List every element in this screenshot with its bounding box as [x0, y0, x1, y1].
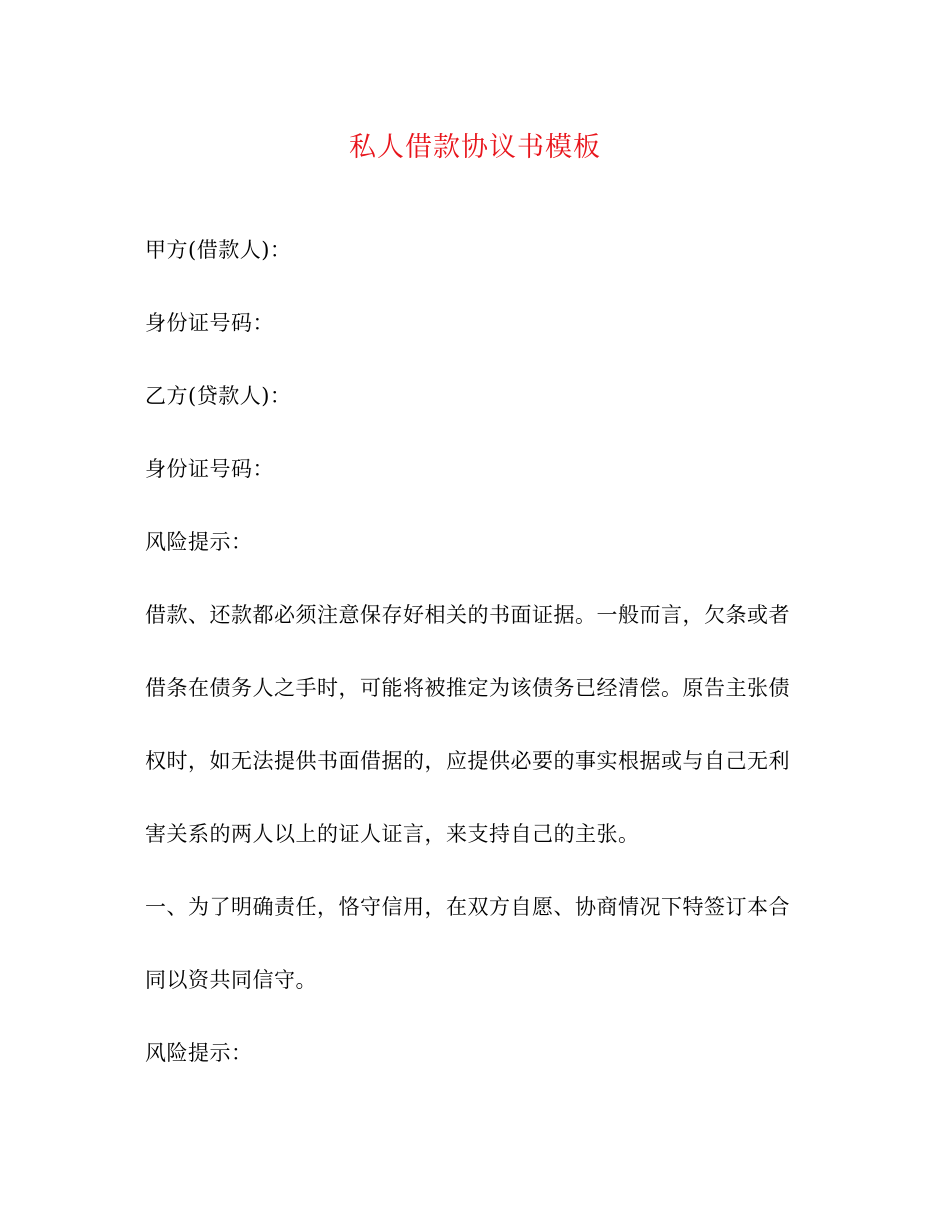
risk-notice-text: 借款、还款都必须注意保存好相关的书面证据。一般而言，欠条或者借条在债务人之手时，可能将被推定为该债务已经清偿。原告主张债权时，如无法提供书面借据的，应提供必要的事实根据或与自己无利害关系的两人以上的证人证言，来支持自己的主张。 — [145, 603, 790, 846]
party-b-lender-label: 乙方(贷款人)： — [145, 384, 292, 408]
clause-one-text: 一、为了明确责任，恪守信用，在双方自愿、协商情况下特签订本合同以资共同信守。 — [145, 895, 790, 992]
document-title: 私人借款协议书模板 — [349, 132, 601, 163]
risk-notice-heading-2: 风险提示： — [145, 1041, 253, 1065]
risk-notice-heading: 风险提示： — [145, 530, 253, 554]
party-a-id-number-label: 身份证号码： — [145, 311, 274, 335]
document-body — [145, 214, 805, 1090]
party-a-borrower-label: 甲方(借款人)： — [145, 238, 292, 262]
party-b-id-number-label: 身份证号码： — [145, 457, 274, 481]
